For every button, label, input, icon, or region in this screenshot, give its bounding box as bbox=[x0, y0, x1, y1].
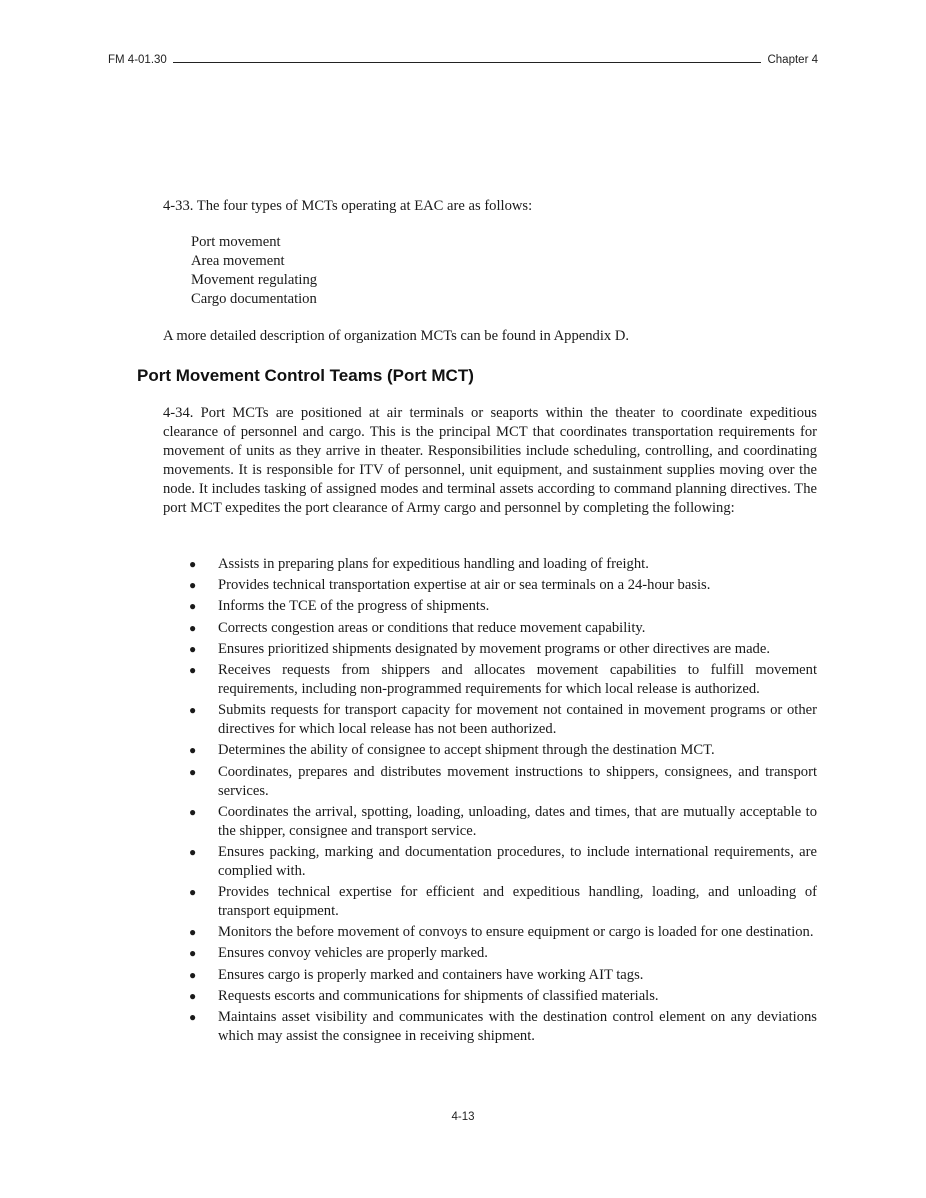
list-item: ● Informs the TCE of the progress of shipments. bbox=[189, 598, 490, 615]
bullet-icon: ● bbox=[189, 557, 197, 571]
list-item: ● Ensures cargo is properly marked and containers have working AIT tags. bbox=[189, 966, 644, 983]
list-item: Cargo documentation bbox=[191, 291, 317, 307]
bullet-icon: ● bbox=[189, 641, 197, 656]
bullet-icon: ● bbox=[189, 844, 197, 859]
list-item: ● Maintains asset visibility and communicates with the destination control element on any deviations which may assist the consignee in receiving shipment. bbox=[189, 1009, 817, 1044]
list-item: ● Assists in preparing plans for expeditious handling and loading of freight. bbox=[189, 556, 649, 572]
bullet-icon: ● bbox=[189, 743, 197, 758]
bullet-icon: ● bbox=[189, 578, 197, 593]
header-rule bbox=[173, 62, 762, 63]
list-item: ● Provides technical transportation expertise at air or sea terminals on a 24-hour basis. bbox=[189, 577, 711, 594]
list-item: ● Receives requests from shippers and allocates movement capabilities to fulfill movement requirements, including non-programmed requirements for which local release is authorized. bbox=[189, 661, 817, 697]
list-item: ● Monitors the before movement of convoys to ensure equipment or cargo is loaded for one destination. bbox=[189, 924, 814, 941]
appendix-reference: A more detailed description of organization MCTs can be found in Appendix D. bbox=[163, 328, 630, 344]
list-item: ● Corrects congestion areas or conditions that reduce movement capability. bbox=[189, 619, 646, 636]
page-header bbox=[108, 54, 818, 66]
intro-paragraph: 4-33. The four types of MCTs operating at EAC are as follows: bbox=[163, 198, 533, 214]
bullet-icon: ● bbox=[189, 703, 197, 718]
mct-type-list bbox=[191, 233, 317, 309]
bullet-icon: ● bbox=[189, 967, 197, 982]
bullet-icon: ● bbox=[189, 804, 197, 819]
list-item: Port movement bbox=[191, 234, 281, 250]
manual-id: FM 4-01.30 bbox=[108, 54, 167, 66]
bullet-icon: ● bbox=[189, 662, 197, 677]
list-item: ● Submits requests for transport capacity for movement not contained in movement programs or other directives for which local release has not been authorized. bbox=[189, 702, 817, 738]
bullet-icon: ● bbox=[189, 599, 197, 614]
list-item: ● Requests escorts and communications for shipments of classified materials. bbox=[189, 987, 659, 1004]
responsibility-list bbox=[189, 555, 817, 1048]
list-item: ● Ensures prioritized shipments designated by movement programs or other directives are made. bbox=[189, 640, 770, 657]
list-item: Area movement bbox=[191, 253, 285, 269]
bullet-icon: ● bbox=[189, 885, 197, 900]
list-item: ● Coordinates, prepares and distributes movement instructions to shippers, consignees, and transport services. bbox=[189, 763, 817, 799]
bullet-icon: ● bbox=[189, 946, 197, 961]
list-item: ● Ensures convoy vehicles are properly marked. bbox=[189, 945, 488, 962]
bullet-icon: ● bbox=[189, 764, 197, 779]
bullet-icon: ● bbox=[189, 1010, 197, 1024]
list-item: ● Coordinates the arrival, spotting, loading, unloading, dates and times, that are mutually acceptable to the shipper, consignee and transport service. bbox=[189, 803, 817, 839]
chapter-label: Chapter 4 bbox=[767, 54, 818, 66]
list-item: ● Provides technical expertise for efficient and expeditious handling, loading, and unloading of transport equipment. bbox=[189, 884, 817, 920]
list-item: ● Ensures packing, marking and documentation procedures, to include international requirements, are complied with. bbox=[189, 843, 817, 879]
list-item: ● Determines the ability of consignee to accept shipment through the destination MCT. bbox=[189, 742, 715, 759]
bullet-icon: ● bbox=[189, 925, 197, 940]
section-heading: Port Movement Control Teams (Port MCT) bbox=[137, 366, 474, 385]
bullet-icon: ● bbox=[189, 620, 197, 635]
list-item: Movement regulating bbox=[191, 272, 318, 288]
bullet-icon: ● bbox=[189, 988, 197, 1003]
page-number: 4-13 bbox=[451, 1111, 475, 1123]
section-paragraph: 4-34. Port MCTs are positioned at air terminals or seaports within the theater to coordinate expeditious clearance of personnel and cargo. This is the principal MCT that coordinates transportation requirements for movement of units as they arrive in theater. Responsibilities include scheduling, controlling, and coordinating movements. It is responsible for ITV of personnel, unit equipment, and sustainment supplies moving over the node. It includes tasking of assigned modes and terminal assets according to command planning directives. The port MCT expedites the port clearance of Army cargo and personnel by completing the following: bbox=[163, 405, 817, 516]
